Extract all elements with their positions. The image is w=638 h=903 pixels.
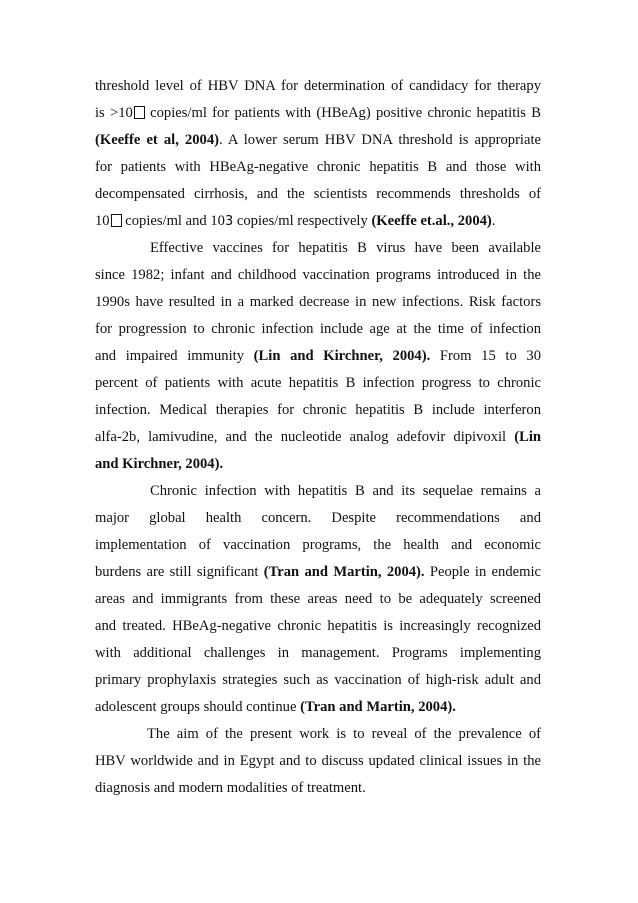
citation: (Keeffe et.al., 2004) [371,213,492,229]
text-line: burdens are still significant (Tran and Martin, 2004). People in endemic [95,564,541,580]
text-line: decompensated cirrhosis, and the scientists recommends thresholds of [95,186,541,202]
text-line: infection. Medical therapies for chronic hepatitis B include interferon [95,402,541,418]
citation: (Lin and Kirchner, 2004). [253,348,431,364]
text-line: with additional challenges in management. Programs implementing [95,645,541,661]
text-line: for progression to chronic infection include age at the time of infection [95,321,541,337]
text-line: areas and immigrants from these areas need to be adequately screened [95,591,541,607]
text-line: implementation of vaccination programs, the health and economic [95,537,541,553]
paragraph-start: Chronic infection with hepatitis B and its sequelae remains a [150,483,541,499]
citation: (Lin [514,429,541,445]
text-line: threshold level of HBV DNA for determination of candidacy for therapy [95,78,541,94]
text-line: is >10 copies/ml for patients with (HBeAg) positive chronic hepatitis B [95,105,541,121]
text-line [95,453,541,475]
text-line: adolescent groups should continue (Tran and Martin, 2004). [95,699,456,715]
missing-glyph-box [134,106,145,119]
text-line: diagnosis and modern modalities of treatment. [95,780,366,796]
text-line: alfa-2b, lamivudine, and the nucleotide analog adefovir dipivoxil (Lin [95,429,541,445]
text-line: HBV worldwide and in Egypt and to discuss updated clinical issues in the [95,753,541,769]
text-line: and treated. HBeAg-negative chronic hepatitis is increasingly recognized [95,618,541,634]
paragraph-start: The aim of the present work is to reveal of the prevalence of [147,726,541,742]
text-line: and impaired immunity (Lin and Kirchner, 2004). From 15 to 30 [95,348,541,364]
text-line: percent of patients with acute hepatitis B infection progress to chronic [95,375,541,391]
text-line: since 1982; infant and childhood vaccination programs introduced in the [95,267,541,283]
citation: (Tran and Martin, 2004). [300,699,456,715]
text-line: 1990s have resulted in a marked decrease in new infections. Risk factors [95,294,541,310]
text-line: 10 copies/ml and 103 copies/ml respectively (Keeffe et.al., 2004). [95,213,496,229]
text-line: (Keeffe et al, 2004). A lower serum HBV DNA threshold is appropriate [95,132,541,148]
text-line: for patients with HBeAg-negative chronic hepatitis B and those with [95,159,541,175]
citation: (Keeffe et al, 2004) [95,132,219,148]
missing-glyph-box [111,214,122,227]
citation: (Tran and Martin, 2004). [263,564,425,580]
text-line: major global health concern. Despite recommendations and [95,510,541,526]
citation: and Kirchner, 2004). [95,456,224,472]
text-line: primary prophylaxis strategies such as vaccination of high-risk adult and [95,672,541,688]
paragraph-start: Effective vaccines for hepatitis B virus have been available [150,240,541,256]
